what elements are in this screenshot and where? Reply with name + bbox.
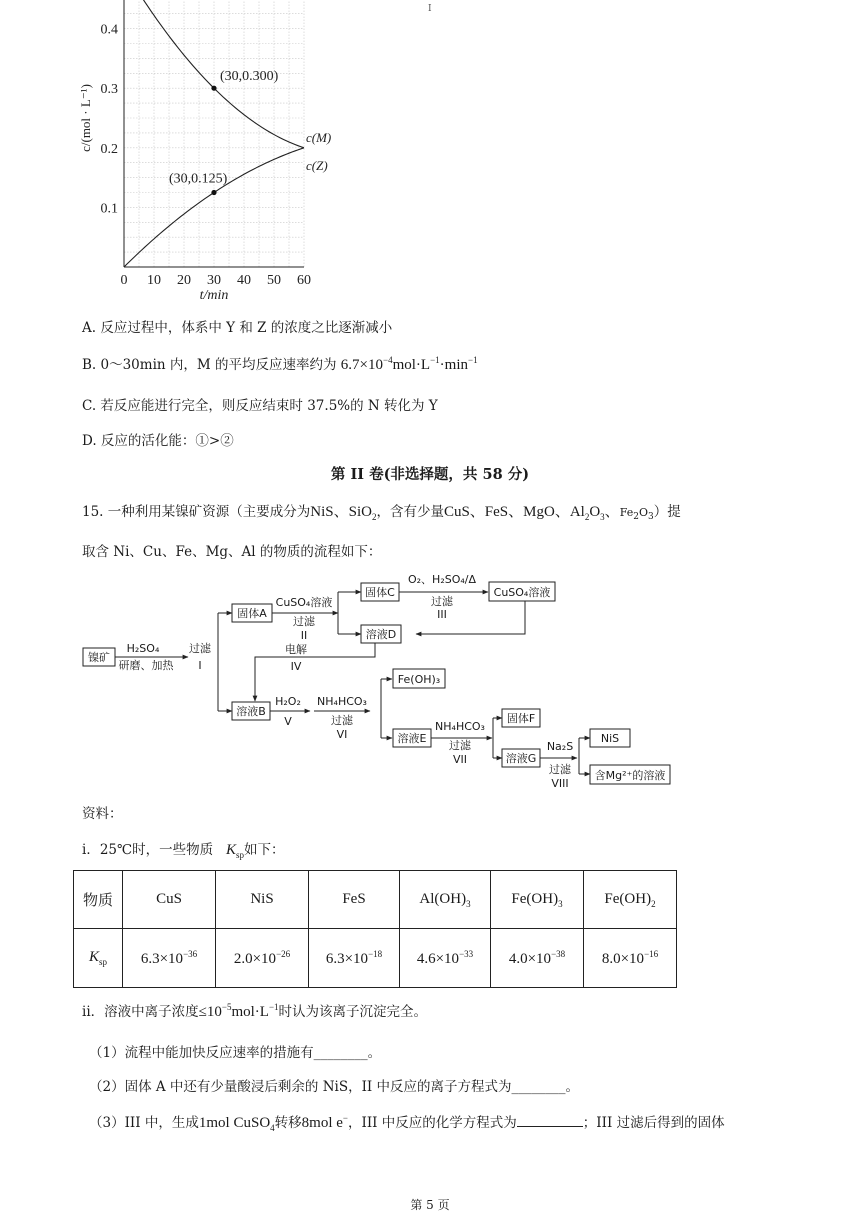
table-cell-ksp-feoh2: $8.0\times 10^{-16}$ <box>584 929 677 988</box>
sub-question-1: （1）流程中能加快反应速率的措施有________。 <box>89 1045 382 1061</box>
series-label-c-z: c(Z) <box>306 157 328 173</box>
label-solution-d: 溶液D <box>365 628 397 641</box>
table-cell-feoh2: $Fe(OH)_2$ <box>584 871 677 929</box>
label-grind-heat: 研磨、加热 <box>118 659 174 672</box>
chart-y-ticks <box>101 0 119 216</box>
x-tick-label: 10 <box>147 273 161 288</box>
y-axis-label: c/(mol · L⁻¹) <box>78 84 93 152</box>
x-tick-label: 30 <box>207 273 221 288</box>
option-c: C. 若反应能进行完全，则反应结束时 37.5%的 N 转化为 Y <box>82 398 438 414</box>
label-feoh3: Fe(OH)₃ <box>397 673 441 686</box>
label-h2o2: H₂O₂ <box>275 695 301 708</box>
option-b-value: $6.7\times 10^{-4}mol\cdot L^{-1}\cdot\min^{-1}$ <box>340 355 478 373</box>
page-top-mark: I <box>428 4 432 14</box>
label-electrolysis: 电解 <box>285 643 307 656</box>
label-solution-b: 溶液B <box>236 705 266 718</box>
table-header-ksp: $K_{sp}$ <box>74 929 123 988</box>
chart-grid <box>124 0 304 267</box>
label-step-vi: VI <box>336 728 348 741</box>
label-na2s: Na₂S <box>546 740 574 753</box>
label-o2-h2so4-heat: O₂、H₂SO₄/Δ <box>407 573 477 586</box>
label-step-vii: VII <box>452 753 468 766</box>
label-step-iv: IV <box>290 660 302 673</box>
data-label-30-0125: (30,0.125) <box>169 171 228 187</box>
label-filter-7: 过滤 <box>449 739 471 752</box>
label-nh4hco3-2: NH₄HCO₃ <box>435 720 485 733</box>
data-point-30-0300 <box>211 86 216 91</box>
table-cell-nis: NiS <box>216 871 309 929</box>
materials-label: 资料： <box>82 806 123 822</box>
label-solution-e: 溶液E <box>397 732 427 745</box>
x-tick-label: 20 <box>177 273 191 288</box>
q15-line-1: 15. 一种利用某镍矿资源（主要成分为NiS、SiO$_2$，含有少量CuS、FeS、MgO、$Al_2O_3$、$Fe_2O_3$）提 <box>82 504 681 523</box>
label-solid-f: 固体F <box>506 712 536 725</box>
label-step-v: V <box>284 715 292 728</box>
label-solid-a: 固体A <box>237 607 267 620</box>
table-row-substance <box>74 871 677 929</box>
option-d: D. 反应的活化能：①>② <box>82 433 234 449</box>
label-cuso4-solution: CuSO₄溶液 <box>275 596 333 609</box>
table-cell-aloh3: $Al(OH)_3$ <box>400 871 491 929</box>
y-tick-label: 0.2 <box>100 141 118 157</box>
table-cell-ksp-cus: $6.3\times 10^{-36}$ <box>123 929 216 988</box>
label-solid-c: 固体C <box>365 586 395 599</box>
table-cell-ksp-fes: $6.3\times 10^{-18}$ <box>309 929 400 988</box>
answer-blank[interactable] <box>517 1114 583 1127</box>
label-nis: NiS <box>600 732 620 745</box>
series-label-c-m: c(M) <box>306 129 332 145</box>
process-flowchart <box>80 568 700 793</box>
label-filter-1: 过滤 <box>189 642 211 655</box>
table-cell-feoh3: $Fe(OH)_3$ <box>491 871 584 929</box>
x-tick-label: 0 <box>120 273 128 288</box>
data-label-30-0300: (30,0.300) <box>220 69 279 85</box>
option-b <box>82 353 478 374</box>
page-footer: 第 5 页 <box>410 1198 450 1212</box>
label-ore: 镍矿 <box>88 651 110 664</box>
label-mg-solution: 含Mg²⁺的溶液 <box>594 769 666 782</box>
info-i: i．25℃时，一些物质 $K_{sp}$如下： <box>82 842 285 860</box>
ksp-table <box>73 870 677 988</box>
x-tick-label: 40 <box>237 273 251 288</box>
x-tick-label: 60 <box>297 273 311 288</box>
y-tick-label: 0.3 <box>100 82 118 98</box>
sub-question-3: （3）III 中，生成1mol CuSO$_4$转移8mol e−，III 中反应的化学方程式为 ；III 过滤后得到的固体 <box>89 1113 725 1133</box>
chart-x-ticks <box>121 273 312 288</box>
label-filter-6: 过滤 <box>331 714 353 727</box>
label-step-viii: VIII <box>551 777 569 790</box>
q15-line-2: 取含 Ni、Cu、Fe、Mg、Al 的物质的流程如下： <box>82 544 382 560</box>
x-tick-label: 50 <box>267 273 281 288</box>
label-filter-8: 过滤 <box>549 763 571 776</box>
info-ii: ii．溶液中离子浓度$\le 10^{-5}mol\cdot L^{-1}$时认为该离子沉淀完全。 <box>82 1002 428 1020</box>
label-filter-3: 过滤 <box>431 595 453 608</box>
y-tick-label: 0.1 <box>100 201 118 217</box>
concentration-time-chart <box>70 22 370 310</box>
label-step-ii: II <box>300 629 308 642</box>
option-a: A. 反应过程中，体系中 Y 和 Z 的浓度之比逐渐减小 <box>82 320 393 336</box>
section-title: 第 II 卷(非选择题，共 58 分) <box>330 466 530 483</box>
option-b-prefix: B. 0～30min 内，M 的平均反应速率约为 <box>82 357 337 373</box>
table-row-ksp <box>74 929 677 988</box>
table-cell-ksp-nis: $2.0\times 10^{-26}$ <box>216 929 309 988</box>
sub-question-2: （2）固体 A 中还有少量酸浸后剩余的 NiS，II 中反应的离子方程式为________。 <box>89 1079 580 1095</box>
label-solution-g: 溶液G <box>505 752 537 765</box>
table-cell-ksp-aloh3: $4.6\times 10^{-33}$ <box>400 929 491 988</box>
table-cell-ksp-feoh3: $4.0\times 10^{-38}$ <box>491 929 584 988</box>
label-step-iii: III <box>437 608 447 621</box>
label-h2so4: H₂SO₄ <box>126 642 160 655</box>
table-cell-fes: FeS <box>309 871 400 929</box>
label-nh4hco3-1: NH₄HCO₃ <box>317 695 367 708</box>
label-filter-2: 过滤 <box>293 615 315 628</box>
table-header-substance: 物质 <box>74 871 123 929</box>
y-tick-label: 0.4 <box>100 22 118 38</box>
label-cuso4-out: CuSO₄溶液 <box>493 586 551 599</box>
x-axis-label: t/min <box>199 288 229 303</box>
label-step-i: I <box>198 659 202 672</box>
table-cell-cus: CuS <box>123 871 216 929</box>
data-point-30-0125 <box>211 190 216 195</box>
